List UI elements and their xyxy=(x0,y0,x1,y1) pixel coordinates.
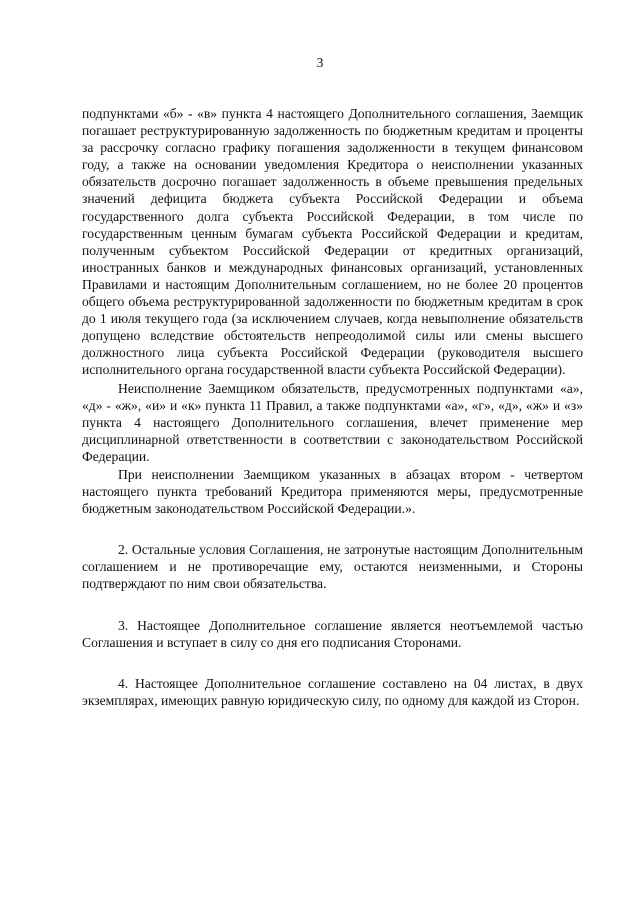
paragraph-nonperformance: Неисполнение Заемщиком обязательств, предусмотренных подпунктами «а», «д» - «ж», «и» и «к» пункта 11 Правил, а также подпунктами «а», «г», «д», «ж» и «з» пункта 4 настоящего Дополнительного соглашения, влечет применение мер дисциплинарной ответственности в соответствии с законодательством Российской Федерации. xyxy=(82,380,583,464)
paragraph-creditor-measures: При неисполнении Заемщиком указанных в абзацах втором - четвертом настоящего пункта требований Кредитора применяются меры, предусмотренные бюджетным законодательством Российской Федерации.». xyxy=(82,466,583,517)
page-number: 3 xyxy=(316,55,324,70)
paragraph-clause-3: 3. Настоящее Дополнительное соглашение является неотъемлемой частью Соглашения и вступает в силу со дня его подписания Сторонами. xyxy=(82,617,583,650)
document-body xyxy=(82,105,583,709)
paragraph-clause-2: 2. Остальные условия Соглашения, не затронутые настоящим Дополнительным соглашением и не противоречащие ему, остаются неизменными, и Стороны подтверждают по ним свои обязательства. xyxy=(82,542,583,592)
paragraph-continuation: подпунктами «б» - «в» пункта 4 настоящего Дополнительного соглашения, Заемщик погашает реструктурированную задолженность по бюджетным кредитам и проценты за рассрочку согласно графику погашения задолженности в текущем финансовом году, а также на основании уведомления Кредитора о неисполнении указанных обязательств досрочно погашает задолженность в объеме превышения предельных значений дефицита бюджета субъекта Российской Федерации и объема государственного долга субъекта Российской Федерации, в том числе по государственным ценным бумагам субъекта Российской Федерации и кредитам, полученным субъектом Российской Федерации от кредитных организаций, иностранных банков и международных финансовых организаций, установленных Правилами и настоящим Дополнительным соглашением, но не более 20 процентов общего объема реструктурированной задолженности по бюджетным кредитам в срок до 1 июля текущего года (за исключением случаев, когда невыполнение обязательств допущено вследствие обстоятельств непреодолимой силы или смены высшего должностного лица субъекта Российской Федерации (руководителя высшего исполнительного органа государственной власти субъекта Российской Федерации). xyxy=(82,106,583,378)
paragraph-clause-4: 4. Настоящее Дополнительное соглашение составлено на 04 листах, в двух экземплярах, имеющих равную юридическую силу, по одному для каждой из Сторон. xyxy=(82,675,583,708)
